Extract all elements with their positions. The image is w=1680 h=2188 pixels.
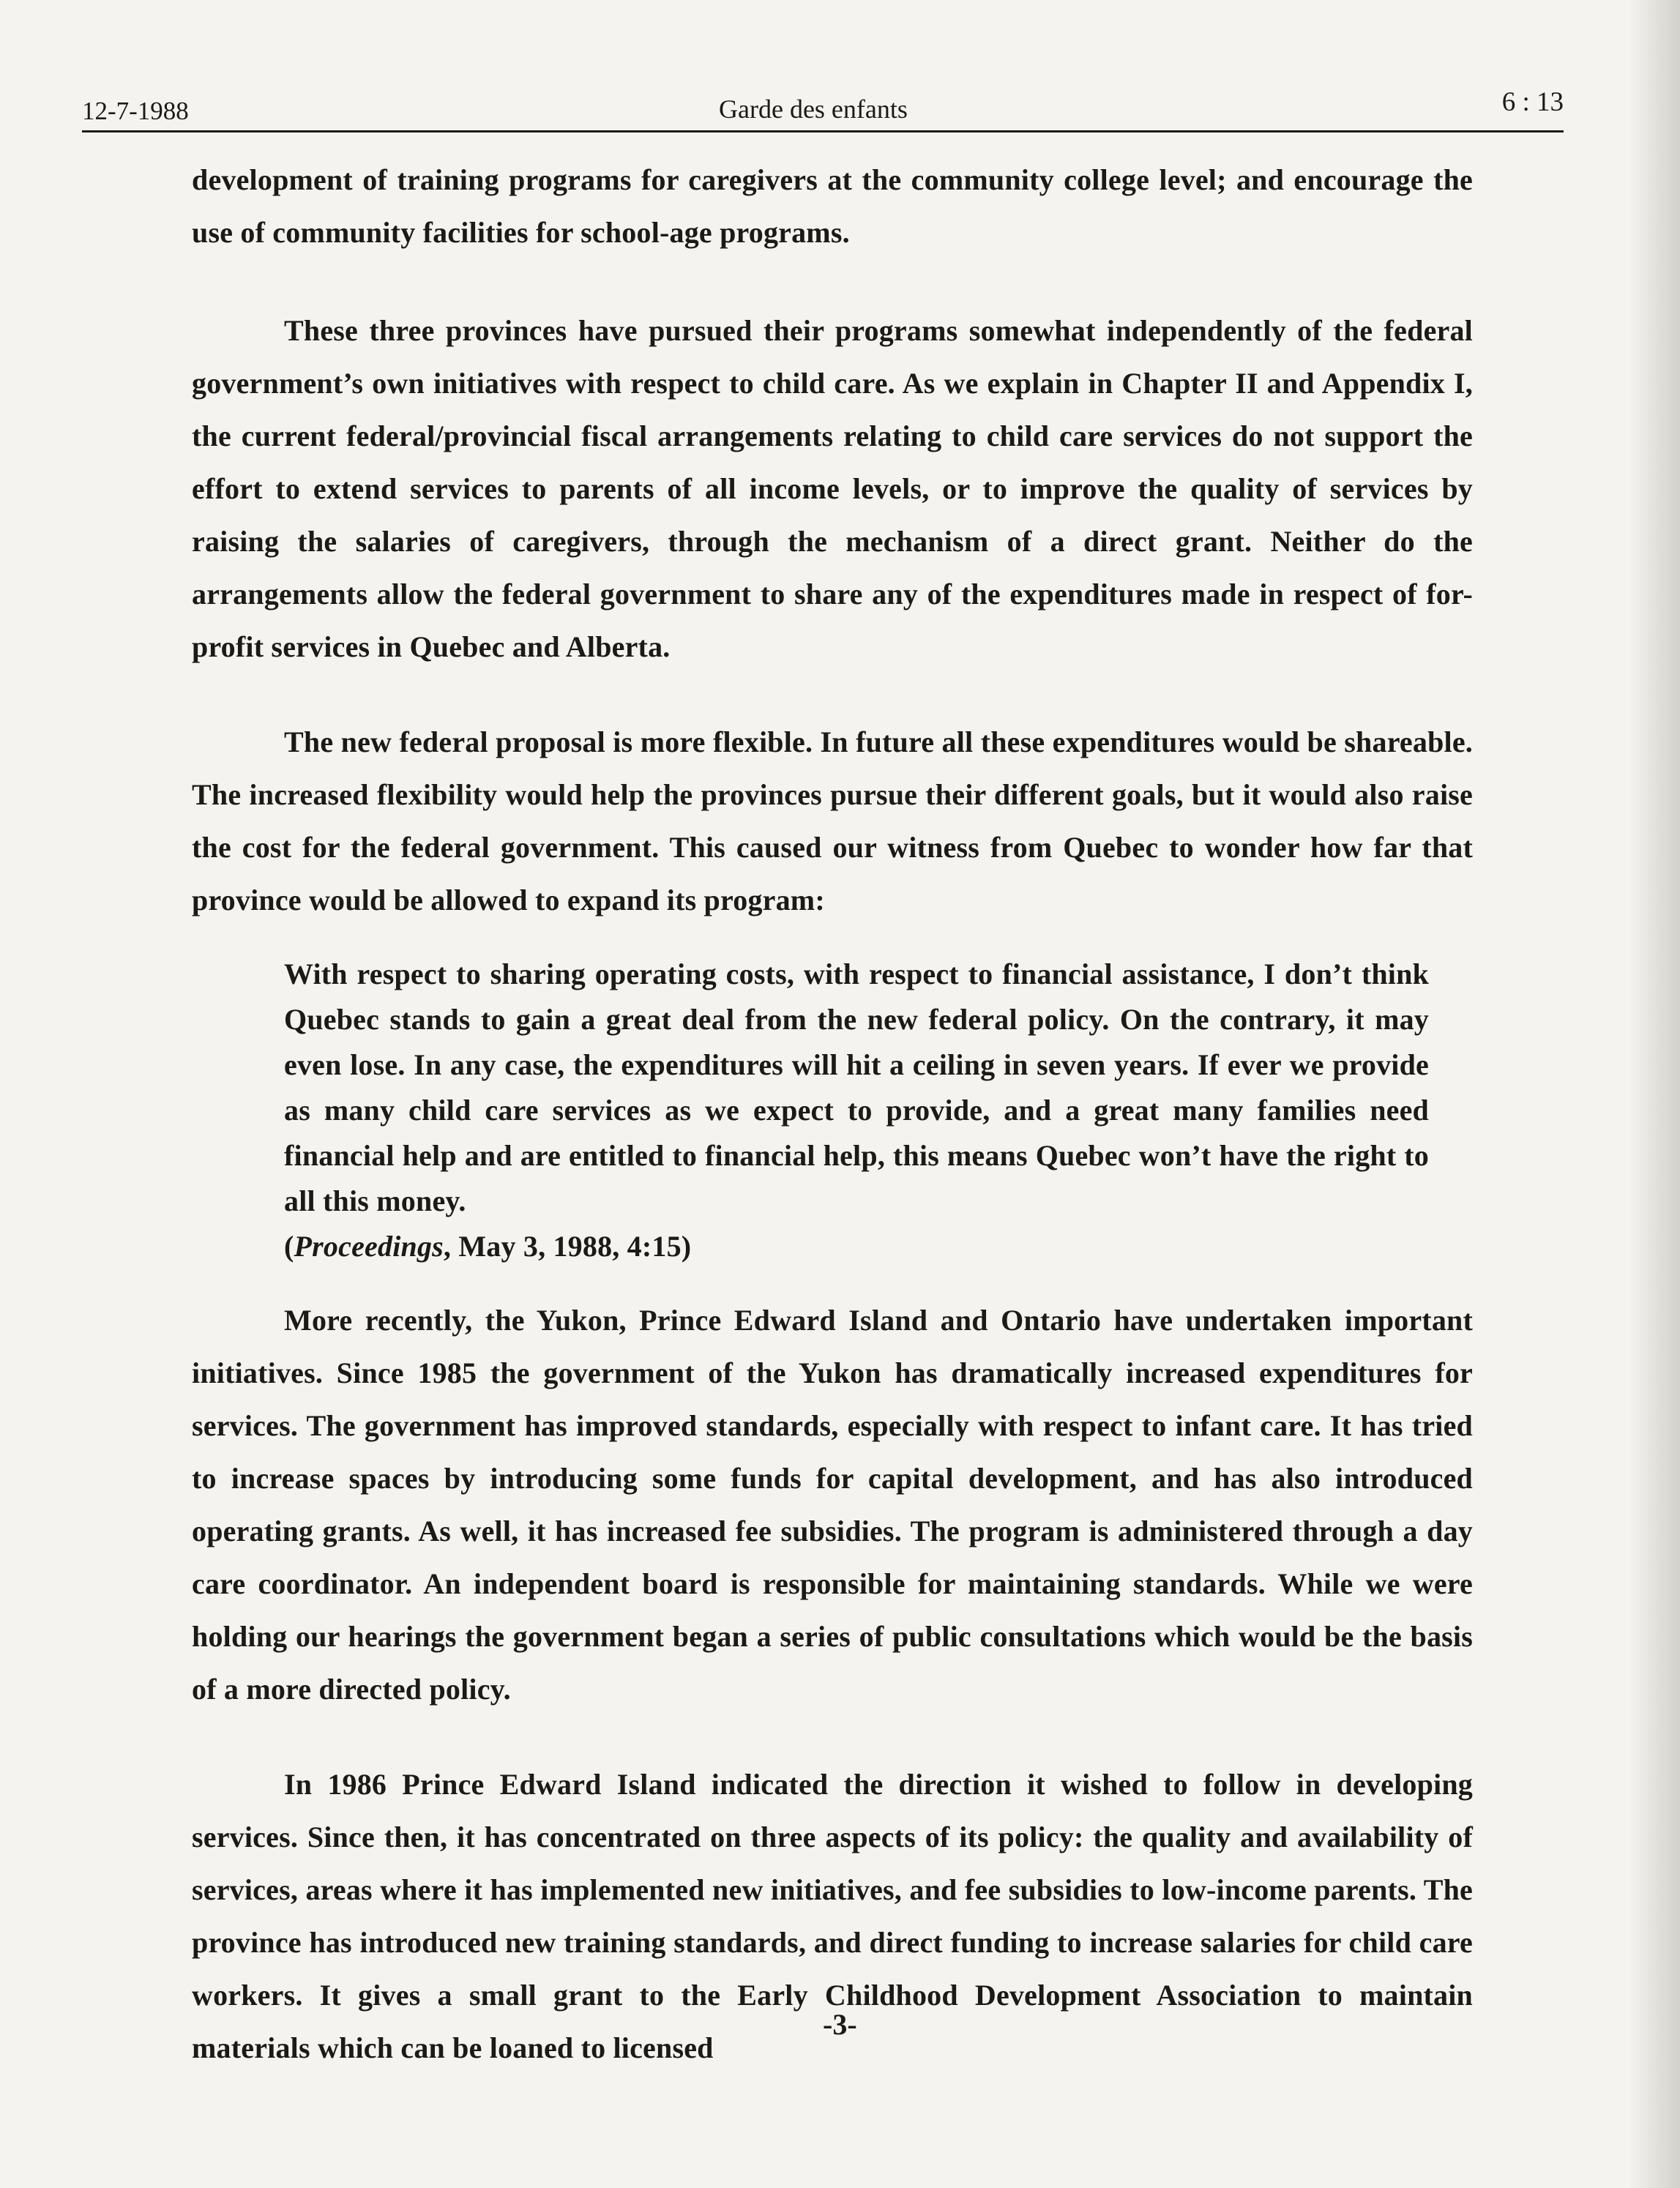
paragraph-federal-proposal: The new federal proposal is more flexible. In future all these expenditures would be shareable. The increased flexibility would help the provinces pursue their different goals, but it would also raise the cost for the federal government. This caused our witness from Quebec to wonder how far that province would be allowed to expand its program: [192, 725, 1473, 916]
citation-details: , May 3, 1988, 4:15) [443, 1230, 692, 1263]
citation-source: Proceedings [294, 1230, 444, 1263]
paragraph-yukon-initiatives: More recently, the Yukon, Prince Edward Island and Ontario have undertaken important initiatives. Since 1985 the government of the Yukon has dramatically increased expenditures for services. The government has improved standards, especially with respect to infant care. It has tried to increase spaces by introducing some funds for capital development, and has also introduced operating grants. As well, it has increased fee subsidies. The program is administered through a day care coordinator. An independent board is responsible for maintaining standards. While we were holding our hearings the government began a series of public consultations which would be the basis of a more directed policy. [192, 1304, 1473, 1706]
quote-text: With respect to sharing operating costs, with respect to financial assistance, I don’t think Quebec stands to gain a great deal from the new federal policy. On the contrary, it may even lose. In any case, the expenditures will hit a ceiling in seven years. If ever we provide as many child care services as we expect to provide, and a great many families need financial help and are entitled to financial help, this means Quebec won’t have the right to all this money. [284, 957, 1429, 1217]
header-rule [82, 130, 1564, 132]
header-title: Garde des enfants [719, 94, 908, 124]
document-body [192, 154, 1473, 2075]
page-header [82, 86, 1564, 135]
header-page-reference: 6 : 13 [1501, 87, 1564, 117]
paragraph-continuation: development of training programs for caregivers at the community college level; and encourage the use of community facilities for school-age programs. [192, 163, 1473, 249]
paragraph-pei-direction: In 1986 Prince Edward Island indicated the direction it wished to follow in developing services. Since then, it has concentrated on three aspects of its policy: the quality and availability of services, areas where it has implemented new initiatives, and fee subsidies to low-income parents. The province has introduced new training standards, and direct funding to increase salaries for child care workers. It gives a small grant to the Early Childhood Development Association to maintain materials which can be loaned to licensed [192, 1768, 1473, 2064]
citation-open: ( [284, 1230, 294, 1263]
page-number: -3- [823, 2008, 857, 2041]
paragraph-three-provinces: These three provinces have pursued their programs somewhat independently of the federal government’s own initiatives with respect to child care. As we explain in Chapter II and Appendix I, the current federal/provincial fiscal arrangements relating to child care services do not support the effort to extend services to parents of all income levels, or to improve the quality of services by raising the salaries of caregivers, through the mechanism of a direct grant. Neither do the arrangements allow the federal government to share any of the expenditures made in respect of for-profit services in Quebec and Alberta. [192, 314, 1473, 663]
scan-edge-shading [1629, 0, 1680, 2188]
quote-citation [284, 1224, 1429, 1269]
header-date: 12-7-1988 [82, 97, 189, 125]
witness-quote [284, 952, 1429, 1269]
